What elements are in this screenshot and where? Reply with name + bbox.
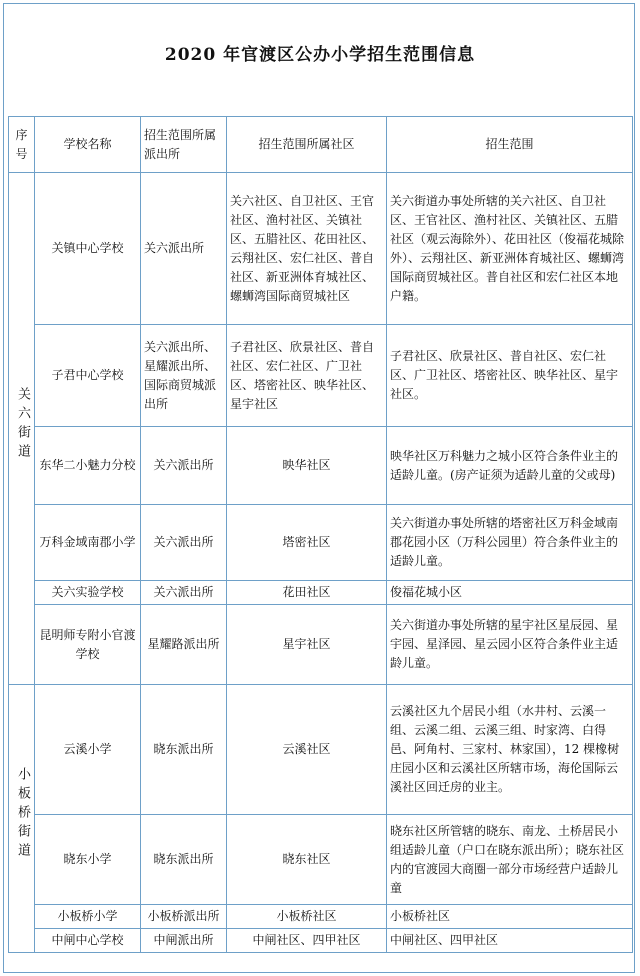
table-row xyxy=(9,427,633,505)
street-cell xyxy=(9,173,35,685)
street-cell xyxy=(9,685,35,953)
police-station: 小板桥派出所 xyxy=(141,905,227,929)
enrollment-scope: 映华社区万科魅力之城小区符合条件业主的适龄儿童。(房产证须为适龄儿童的父或母) xyxy=(387,427,633,505)
police-station: 中闸派出所 xyxy=(141,929,227,953)
enrollment-scope: 小板桥社区 xyxy=(387,905,633,929)
school-name: 关六实验学校 xyxy=(35,581,141,605)
table-row xyxy=(9,173,633,325)
table-row xyxy=(9,581,633,605)
enrollment-scope: 云溪社区九个居民小组（水井村、云溪一组、云溪二组、云溪三组、时家湾、白得邑、阿角村、三家村、林家国），12 棵橡树庄园小区和云溪社区所辖市场，海伦国际云溪社区回迁房的业主。 xyxy=(387,685,633,815)
community: 晓东社区 xyxy=(227,815,387,905)
police-station: 关六派出所 xyxy=(141,505,227,581)
school-name: 关镇中心学校 xyxy=(35,173,141,325)
enrollment-scope: 俊福花城小区 xyxy=(387,581,633,605)
school-name: 中闸中心学校 xyxy=(35,929,141,953)
community: 塔密社区 xyxy=(227,505,387,581)
enrollment-scope: 关六街道办事处所辖的星宇社区星辰园、星宇园、星泽园、星云园小区符合条件业主适龄儿童。 xyxy=(387,605,633,685)
school-name: 小板桥小学 xyxy=(35,905,141,929)
community: 云溪社区 xyxy=(227,685,387,815)
community: 映华社区 xyxy=(227,427,387,505)
page-title: 2020 年官渡区公办小学招生范围信息 xyxy=(164,45,476,65)
header-school: 学校名称 xyxy=(35,117,141,173)
police-station: 星耀路派出所 xyxy=(141,605,227,685)
school-name: 晓东小学 xyxy=(35,815,141,905)
header-scope: 招生范围 xyxy=(387,117,633,173)
street-name: 小板桥街道 xyxy=(15,767,30,862)
enrollment-scope: 晓东社区所管辖的晓东、南龙、土桥居民小组适龄儿童（户口在晓东派出所）；晓东社区内的官渡园大商圈一部分市场经营户适龄儿童 xyxy=(387,815,633,905)
header-no: 序号 xyxy=(9,117,35,173)
school-name: 云溪小学 xyxy=(35,685,141,815)
enrollment-scope: 子君社区、欣景社区、普自社区、宏仁社区、广卫社区、塔密社区、映华社区、星宇社区。 xyxy=(387,325,633,427)
community: 中闸社区、四甲社区 xyxy=(227,929,387,953)
table-row xyxy=(9,505,633,581)
table-row xyxy=(9,605,633,685)
community: 子君社区、欣景社区、普自社区、宏仁社区、广卫社区、塔密社区、映华社区、星宇社区 xyxy=(227,325,387,427)
school-name: 万科金域南郡小学 xyxy=(35,505,141,581)
police-station: 关六派出所 xyxy=(141,427,227,505)
enrollment-scope: 关六街道办事处所辖的关六社区、自卫社区、王官社区、渔村社区、关镇社区、五腊社区（观云海除外）、花田社区（俊福花城除外）、云翔社区、新亚洲体育城社区、螺蛳湾国际商贸城社区。普自社区和宏仁社区本地户籍。 xyxy=(387,173,633,325)
header-community: 招生范围所属社区 xyxy=(227,117,387,173)
police-station: 晓东派出所 xyxy=(141,815,227,905)
police-station: 关六派出所 xyxy=(141,173,227,325)
community: 关六社区、自卫社区、王官社区、渔村社区、关镇社区、五腊社区、花田社区、云翔社区、宏仁社区、普自社区、新亚洲体育城社区、螺蛳湾国际商贸城社区 xyxy=(227,173,387,325)
community: 星宇社区 xyxy=(227,605,387,685)
header-police: 招生范围所属派出所 xyxy=(141,117,227,173)
table-row xyxy=(9,325,633,427)
header-row xyxy=(9,117,633,173)
police-station: 关六派出所、星耀派出所、国际商贸城派出所 xyxy=(141,325,227,427)
police-station: 关六派出所 xyxy=(141,581,227,605)
police-station: 晓东派出所 xyxy=(141,685,227,815)
community: 小板桥社区 xyxy=(227,905,387,929)
enrollment-table xyxy=(8,116,633,953)
enrollment-scope: 关六街道办事处所辖的塔密社区万科金域南郡花园小区（万科公园里）符合条件业主的适龄儿童。 xyxy=(387,505,633,581)
table-row xyxy=(9,929,633,953)
street-name: 关六街道 xyxy=(15,386,30,463)
table-row xyxy=(9,905,633,929)
table-row xyxy=(9,815,633,905)
community: 花田社区 xyxy=(227,581,387,605)
enrollment-scope: 中闸社区、四甲社区 xyxy=(387,929,633,953)
school-name: 东华二小魅力分校 xyxy=(35,427,141,505)
table-row xyxy=(9,685,633,815)
school-name: 子君中心学校 xyxy=(35,325,141,427)
school-name: 昆明师专附小官渡学校 xyxy=(35,605,141,685)
